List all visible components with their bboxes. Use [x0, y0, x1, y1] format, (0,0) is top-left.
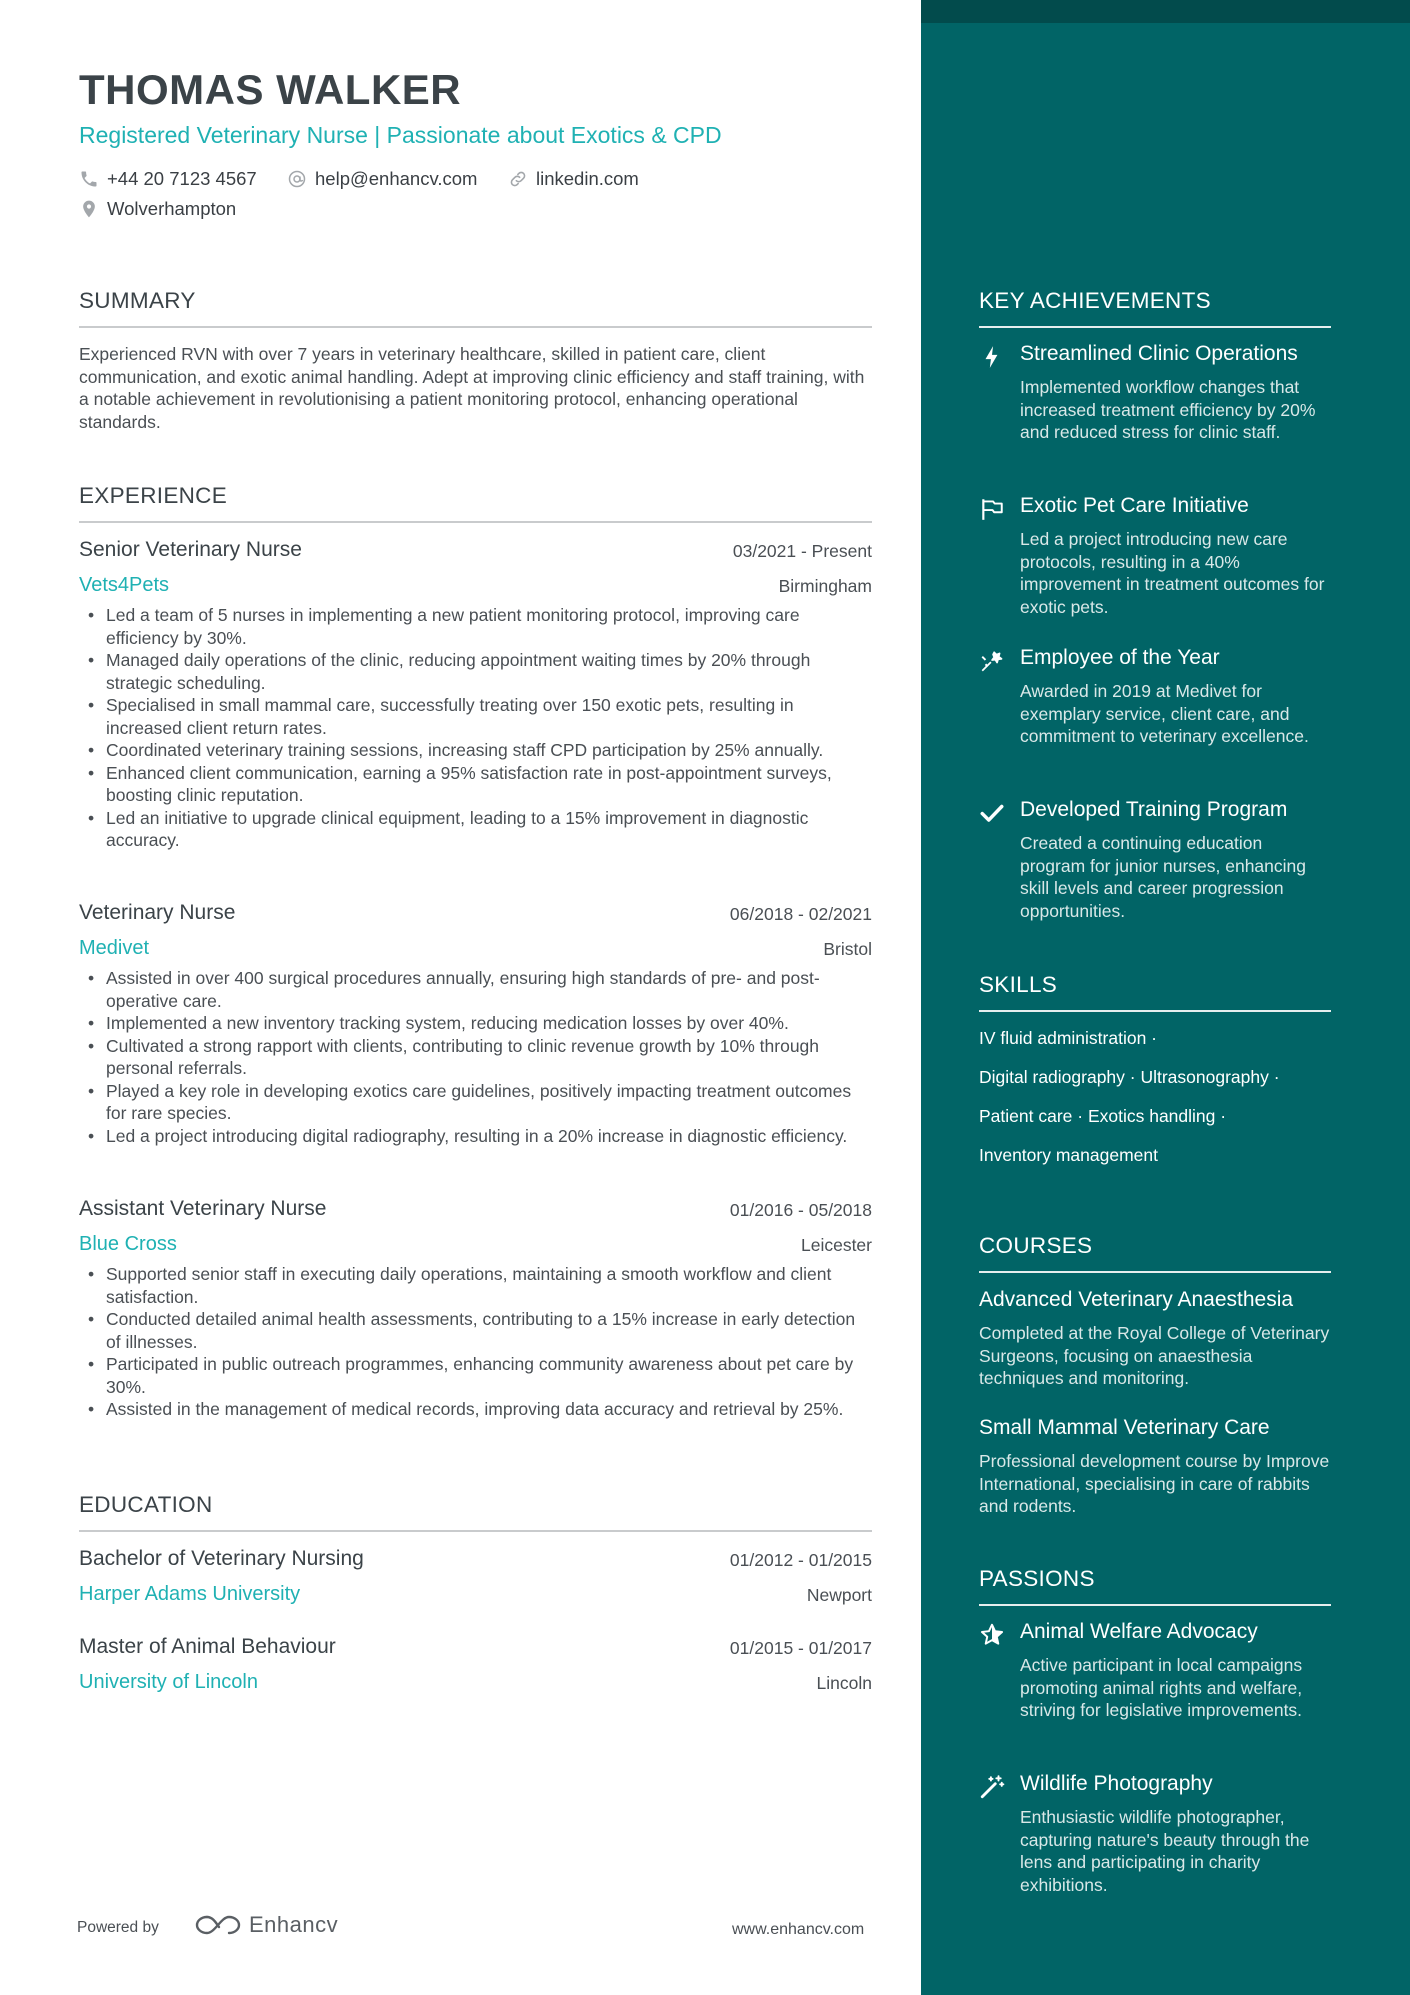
- contact-email[interactable]: [287, 168, 477, 190]
- magic-wand-icon: [979, 1774, 1005, 1800]
- contact-linkedin[interactable]: [508, 168, 639, 190]
- link-icon: [508, 169, 528, 189]
- job-company: Medivet: [79, 937, 150, 959]
- course-title: Small Mammal Veterinary Care: [979, 1416, 1270, 1439]
- achievement-desc: Created a continuing education program for junior nurses, enhancing skill levels and career progression opportunities.: [1020, 833, 1306, 921]
- lightning-icon: [979, 344, 1005, 370]
- job-title: Assistant Veterinary Nurse: [79, 1197, 327, 1220]
- achievement-desc: Led a project introducing new care protocols, resulting in a 40% improvement in treatment outcomes for exotic pets.: [1020, 529, 1325, 617]
- passion-title: Wildlife Photography: [1020, 1772, 1213, 1795]
- list-item: • Led a team of 5 nurses in implementing a new patient monitoring protocol, improving care efficiency by 30%.: [79, 604, 872, 649]
- list-item: • Specialised in small mammal care, successfully treating over 150 exotic pets, resulting in increased client return rates.: [79, 694, 872, 739]
- school-location: Lincoln: [816, 1673, 872, 1693]
- skills-heading: SKILLS: [979, 972, 1331, 1012]
- enhancv-logo[interactable]: [195, 1912, 338, 1938]
- list-item: • Led an initiative to upgrade clinical equipment, leading to a 15% improvement in diagnostic accuracy.: [79, 807, 872, 852]
- achievement-title: Developed Training Program: [1020, 798, 1288, 821]
- candidate-name: THOMAS WALKER: [79, 66, 462, 113]
- list-item: • Assisted in over 400 surgical procedures annually, ensuring high standards of pre- and post-operative care.: [79, 967, 872, 1012]
- list-item: • Cultivated a strong rapport with clients, contributing to clinic revenue growth by 10% through personal referrals.: [79, 1035, 872, 1080]
- job-company: Blue Cross: [79, 1233, 177, 1255]
- list-item: • Participated in public outreach programmes, enhancing community awareness about pet care by 30%.: [79, 1353, 872, 1398]
- location-pin-icon: [79, 199, 99, 219]
- linkedin-text: linkedin.com: [536, 168, 639, 189]
- list-item: • Conducted detailed animal health assessments, contributing to a 15% increase in early detection of illnesses.: [79, 1308, 872, 1353]
- passion-title: Animal Welfare Advocacy: [1020, 1620, 1258, 1643]
- summary-text: Experienced RVN with over 7 years in veterinary healthcare, skilled in patient care, client communication, and exotic animal handling. Adept at improving clinic efficiency and staff training, with a notable achievement in revolutionising a patient monitoring protocol, enhancing operational standards.: [79, 344, 865, 432]
- checkmark-icon: [979, 800, 1005, 826]
- powered-by-label: Powered by: [77, 1919, 159, 1936]
- summary-heading: SUMMARY: [79, 288, 872, 328]
- list-item: • Enhanced client communication, earning a 95% satisfaction rate in post-appointment surveys, boosting clinic reputation.: [79, 762, 872, 807]
- list-item: • Coordinated veterinary training sessions, increasing staff CPD participation by 25% annually.: [79, 739, 872, 762]
- list-item: • Implemented a new inventory tracking system, reducing medication losses by over 40%.: [79, 1012, 872, 1035]
- job-bullets: [79, 967, 872, 1147]
- achievement-title: Employee of the Year: [1020, 646, 1220, 669]
- list-item: • Played a key role in developing exotics care guidelines, positively impacting treatment outcomes for rare species.: [79, 1080, 872, 1125]
- skill-line: Inventory management: [979, 1145, 1158, 1165]
- achievement-desc: Implemented workflow changes that increased treatment efficiency by 20% and reduced stress for clinic staff.: [1020, 377, 1316, 442]
- job-title: Veterinary Nurse: [79, 901, 236, 924]
- job-bullets: [79, 604, 872, 852]
- education-heading: EDUCATION: [79, 1492, 872, 1532]
- school-location: Newport: [806, 1585, 872, 1605]
- job-dates: 01/2016 - 05/2018: [729, 1200, 872, 1220]
- degree-title: Master of Animal Behaviour: [79, 1635, 336, 1658]
- school-name: University of Lincoln: [79, 1671, 258, 1693]
- footer-url[interactable]: www.enhancv.com: [732, 1921, 865, 1938]
- job-location: Birmingham: [778, 576, 872, 596]
- achievement-desc: Awarded in 2019 at Medivet for exemplary service, client care, and commitment to veterinary excellence.: [1020, 681, 1309, 746]
- list-item: • Led a project introducing digital radiography, resulting in a 20% increase in diagnostic efficiency.: [79, 1125, 872, 1148]
- candidate-headline: Registered Veterinary Nurse | Passionate about Exotics & CPD: [79, 122, 722, 148]
- degree-dates: 01/2015 - 01/2017: [729, 1638, 872, 1658]
- job-dates: 06/2018 - 02/2021: [729, 904, 872, 924]
- skill-line: IV fluid administration ·: [979, 1028, 1157, 1048]
- job-location: Bristol: [823, 939, 872, 959]
- experience-heading: EXPERIENCE: [79, 483, 872, 523]
- skill-line: Digital radiography · Ultrasonography ·: [979, 1067, 1280, 1087]
- achievements-heading: KEY ACHIEVEMENTS: [979, 288, 1331, 328]
- star-icon: [979, 1622, 1005, 1648]
- list-item: • Assisted in the management of medical records, improving data accuracy and retrieval by 25%.: [79, 1398, 872, 1421]
- achievement-title: Exotic Pet Care Initiative: [1020, 494, 1249, 517]
- course-desc: Professional development course by Improve International, specialising in care of rabbits and rodents.: [979, 1451, 1330, 1516]
- job-location: Leicester: [800, 1235, 872, 1255]
- skill-line: Patient care · Exotics handling ·: [979, 1106, 1227, 1126]
- passions-heading: PASSIONS: [979, 1566, 1331, 1606]
- contact-phone[interactable]: [79, 168, 257, 190]
- contact-location: [79, 198, 236, 220]
- course-title: Advanced Veterinary Anaesthesia: [979, 1288, 1294, 1311]
- list-item: • Supported senior staff in executing daily operations, maintaining a smooth workflow and client satisfaction.: [79, 1263, 872, 1308]
- courses-heading: COURSES: [979, 1233, 1331, 1273]
- at-icon: [287, 169, 307, 189]
- sidebar-top-band: [921, 0, 1410, 23]
- achievement-title: Streamlined Clinic Operations: [1020, 342, 1298, 365]
- job-company: Vets4Pets: [79, 574, 170, 596]
- phone-icon: [79, 169, 99, 189]
- trophy-icon: [979, 648, 1005, 674]
- location-text: Wolverhampton: [107, 198, 237, 219]
- job-title: Senior Veterinary Nurse: [79, 538, 302, 561]
- degree-dates: 01/2012 - 01/2015: [729, 1550, 872, 1570]
- email-text: help@enhancv.com: [315, 168, 478, 189]
- job-dates: 03/2021 - Present: [732, 541, 872, 561]
- degree-title: Bachelor of Veterinary Nursing: [79, 1547, 364, 1570]
- passion-desc: Active participant in local campaigns promoting animal rights and welfare, striving for legislative improvements.: [1020, 1655, 1303, 1720]
- list-item: • Managed daily operations of the clinic, reducing appointment waiting times by 20% through strategic scheduling.: [79, 649, 872, 694]
- phone-text: +44 20 7123 4567: [107, 168, 257, 189]
- course-desc: Completed at the Royal College of Veterinary Surgeons, focusing on anaesthesia techniques and monitoring.: [979, 1323, 1330, 1388]
- enhancv-logo-icon: [195, 1913, 241, 1937]
- school-name: Harper Adams University: [79, 1583, 301, 1605]
- flag-icon: [979, 496, 1005, 522]
- enhancv-brand-text: Enhancv: [249, 1912, 339, 1937]
- passion-desc: Enthusiastic wildlife photographer, capturing nature's beauty through the lens and participating in charity exhibitions.: [1020, 1807, 1310, 1895]
- job-bullets: [79, 1263, 872, 1421]
